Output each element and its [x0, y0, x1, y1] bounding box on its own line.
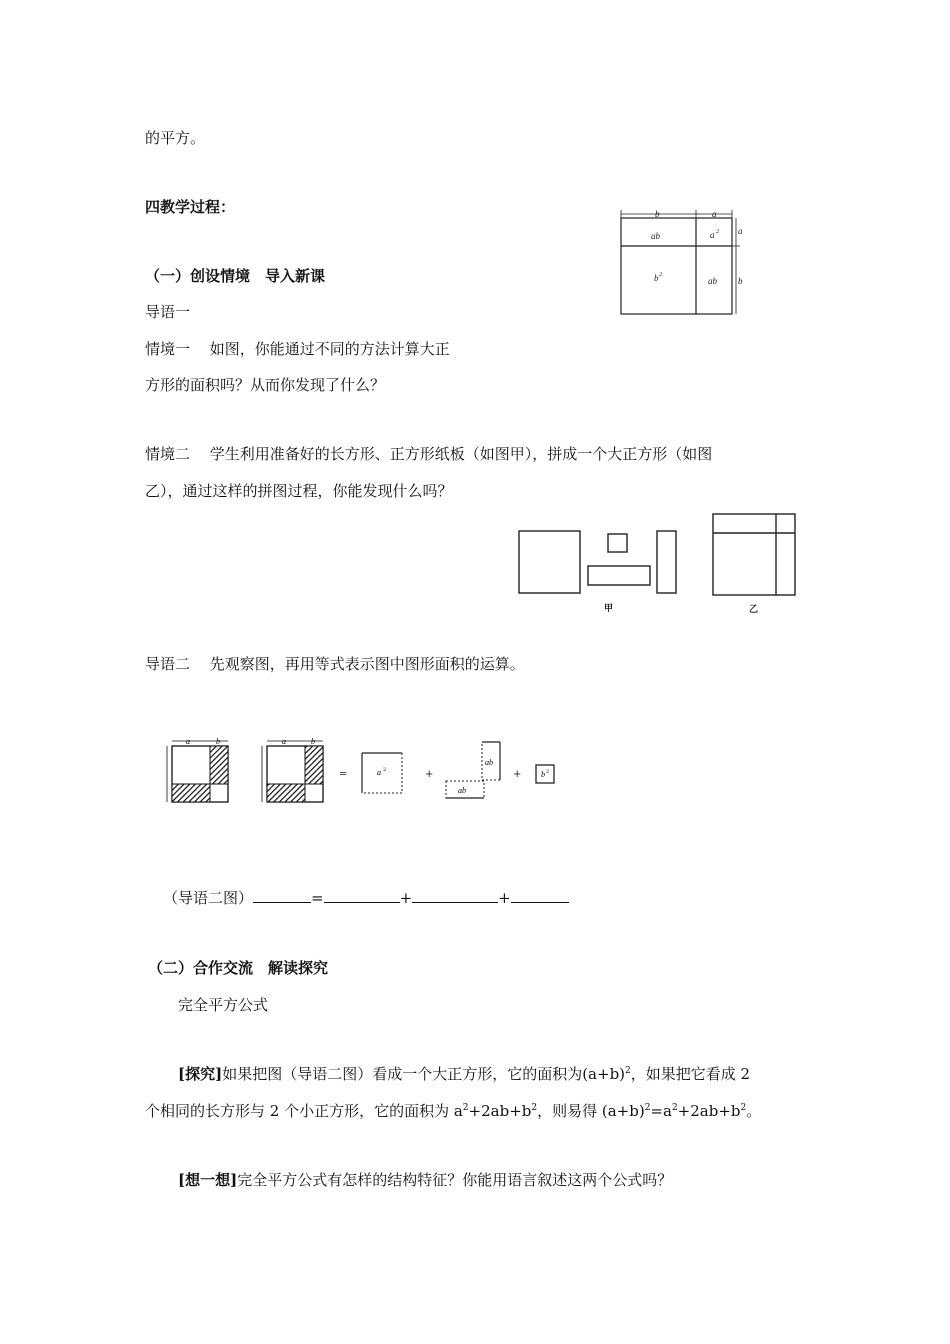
label-a: a: [186, 737, 190, 746]
situation-1-line-2: 方形的面积吗？从而你发现了什么？: [145, 376, 386, 394]
label-ab: ab: [651, 231, 660, 241]
rectangle-piece-vertical: [657, 531, 676, 593]
explore-line-2: [145, 1101, 761, 1121]
guide-2-figure-label: （导语二图）: [163, 889, 254, 907]
situation-2-line-2: 乙），通过这样的拼图过程，你能发现什么吗？: [145, 482, 453, 500]
hatched-square-2: [262, 737, 323, 802]
label-ab: ab: [708, 276, 717, 286]
ab-rectangle-vertical: [482, 742, 500, 780]
superscript: 2: [659, 272, 662, 278]
think-tag: [想一想]: [178, 1171, 238, 1189]
label-b: b: [655, 209, 660, 219]
label-b-squared: b: [654, 273, 659, 283]
superscript: 2: [462, 1103, 469, 1113]
label-b: b: [738, 276, 743, 286]
explore-text: +2ab+b: [468, 1102, 532, 1120]
situation-2-line-1: 情境二 学生利用准备好的长方形、正方形纸板（如图甲），拼成一个大正方形（如图: [145, 445, 713, 463]
superscript: 2: [644, 1103, 651, 1113]
label-b-squared: b: [541, 770, 545, 779]
label-a-squared: a: [377, 768, 381, 777]
label-jia: 甲: [604, 604, 614, 614]
plus-sign: +: [498, 889, 511, 907]
answer-blank[interactable]: [412, 888, 498, 903]
heading-teaching-process: 四教学过程：: [145, 198, 236, 216]
situation-1-line-1: 情境一 如图，你能通过不同的方法计算大正: [145, 340, 450, 358]
think-text: 完全平方公式有怎样的结构特征？你能用语言叙述这两个公式吗？: [237, 1171, 673, 1189]
formula-title: 完全平方公式: [178, 996, 269, 1014]
explore-text: =a: [650, 1102, 672, 1120]
label-yi: 乙: [749, 605, 759, 615]
answer-blank[interactable]: [324, 888, 400, 903]
equals-sign: =: [339, 769, 348, 780]
superscript: 2: [531, 1103, 538, 1113]
label-a: a: [282, 737, 286, 746]
label-a: a: [712, 209, 717, 219]
label-b: b: [216, 737, 220, 746]
b-squared-square: [536, 765, 554, 783]
guide-2-equation: [163, 888, 569, 908]
answer-blank[interactable]: [511, 888, 569, 903]
explore-text: ，则易得 (a+b): [537, 1102, 645, 1120]
superscript: 2: [625, 1066, 631, 1076]
rectangle-piece-horizontal: [588, 566, 650, 585]
explore-text: 个相同的长方形与 2 个小正方形，它的面积为 a: [145, 1102, 463, 1120]
superscript: 2: [383, 767, 387, 773]
explore-text: ，如果把它看成 2: [630, 1065, 751, 1083]
a-squared-square: [362, 753, 402, 793]
small-square-piece: [608, 534, 627, 552]
superscript: 2: [716, 229, 719, 235]
text-line: 的平方。: [145, 129, 206, 147]
guide-1: 导语一: [145, 303, 191, 321]
big-square: [621, 218, 732, 314]
think-line: [178, 1170, 672, 1190]
guide-2: 导语二 先观察图，再用等式表示图中图形面积的运算。: [145, 655, 525, 673]
label-a-squared: a: [710, 230, 715, 240]
plus-sign: +: [399, 889, 413, 907]
assembled-square: [713, 514, 795, 595]
label-b: b: [311, 737, 315, 746]
heading-section-1: （一）创设情境 导入新课: [145, 267, 326, 285]
large-square-piece: [519, 531, 580, 593]
plus-sign: +: [513, 769, 522, 780]
ab-rectangle-horizontal: [446, 781, 484, 798]
superscript: 2: [546, 769, 550, 775]
label-ab: ab: [458, 786, 466, 795]
answer-blank[interactable]: [253, 888, 311, 903]
explore-text: 。: [746, 1102, 762, 1120]
explore-line-1: [178, 1064, 750, 1084]
superscript: 2: [740, 1103, 747, 1113]
superscript: 2: [671, 1103, 678, 1113]
label-a: a: [738, 226, 743, 236]
explore-tag: [探究]: [178, 1065, 223, 1083]
label-ab: ab: [485, 758, 493, 767]
explore-text: +2ab+b: [677, 1102, 741, 1120]
plus-sign: +: [425, 769, 434, 780]
explore-text: 如果把图（导语二图）看成一个大正方形，它的面积为(a+b): [222, 1065, 626, 1083]
hatched-square-1: [167, 737, 228, 802]
heading-section-2: （二）合作交流 解读探究: [148, 959, 329, 977]
equals-sign: =: [311, 889, 324, 907]
